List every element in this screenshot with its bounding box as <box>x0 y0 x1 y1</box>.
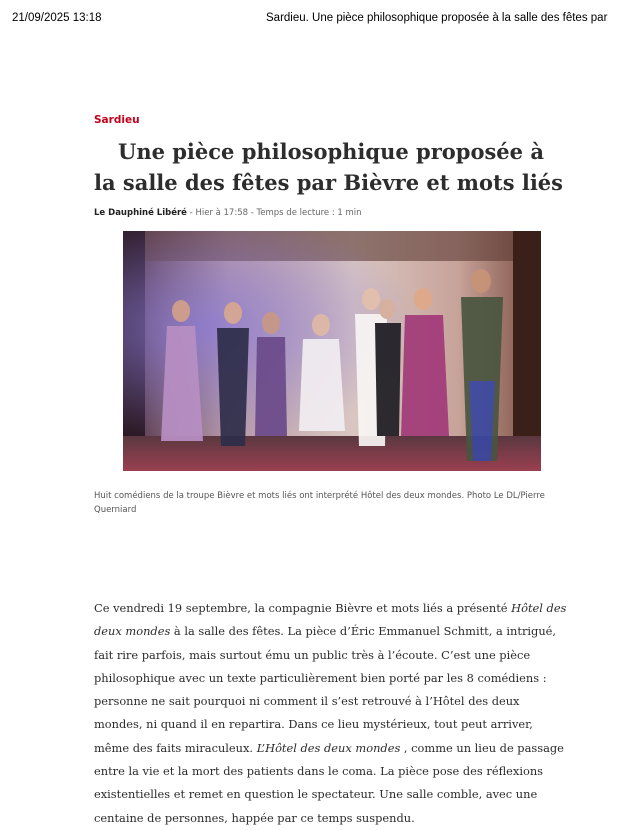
print-date: 21/09/2025 13:18 <box>12 12 102 24</box>
body-text-segment: à la salle des fêtes. La pièce d’Éric Emmanuel Schmitt, a intrigué, fait rire parfois, mais surtout ému un public très à l’écoute. C’est une pièce philosophique avec un texte particulièrement bien porté par les 8 comédiens : personne ne sait pourquoi ni comment il s’est retrouvé à l’Hôtel des deux mondes, ni quand il en repartira. Dans ce lieu mystérieux, tout peut arriver, même des faits miraculeux. <box>94 624 557 755</box>
print-header <box>0 0 631 30</box>
print-page-title: Sardieu. Une pièce philosophique proposée à la salle des fêtes par <box>266 12 608 24</box>
photo-caption: Huit comédiens de la troupe Bièvre et mots liés ont interprété Hôtel des deux mondes. Photo Le DL/Pierre Querniard <box>94 491 545 515</box>
byline-separator: - <box>250 208 257 218</box>
byline-reading-time: Temps de lecture : 1 min <box>256 208 362 218</box>
play-title: Hôtel des deux mondes <box>94 601 567 639</box>
article-body <box>94 597 570 830</box>
article-photo[interactable] <box>123 231 541 471</box>
article-kicker[interactable]: Sardieu <box>94 114 140 126</box>
byline-source[interactable]: Le Dauphiné Libéré <box>94 208 187 218</box>
body-text-segment: Ce vendredi 19 septembre, la compagnie Bièvre et mots liés a présenté <box>94 601 512 615</box>
body-text-segment: , comme un lieu de passage entre la vie et la mort des patients dans le coma. La pièce pose des réflexions existentielles et remet en question le spectateur. Une salle comble, avec une centaine de personnes, happée par ce temps suspendu. <box>94 740 564 825</box>
byline-time: Hier à 17:58 <box>195 208 249 218</box>
byline-separator: - <box>189 208 196 218</box>
article-headline: Une pièce philosophique proposée à la salle des fêtes par Bièvre et mots liés <box>94 139 563 195</box>
photo-illustration <box>123 231 541 471</box>
article-byline <box>94 208 362 218</box>
play-title: L’Hôtel des deux mondes <box>256 740 401 755</box>
